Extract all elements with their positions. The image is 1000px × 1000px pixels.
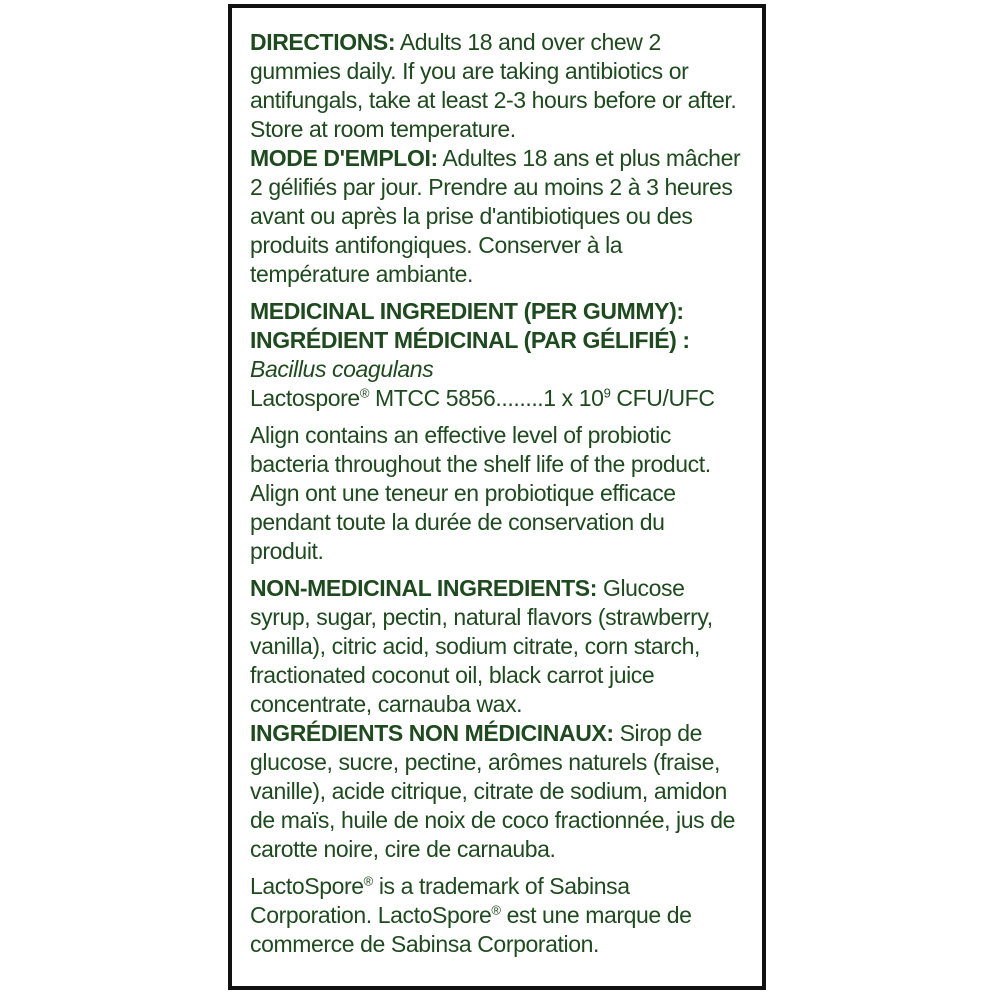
directions-block <box>250 28 744 289</box>
trademark-brand-fr: LactoSpore <box>377 902 492 928</box>
directions-text: Adults 18 and over chew 2 gummies daily. If you are taking antibiotics or antifungals, take at least 2-3 hours before or after. Store at room temperature. <box>250 29 737 142</box>
amount-unit: CFU/UFC <box>610 385 715 411</box>
non-medicinal-block <box>250 574 744 864</box>
trademark-registered-fr: ® <box>491 902 501 918</box>
trademark-text-en: is a trademark of Sabinsa Corporation. <box>250 873 630 928</box>
trademark-brand-en: LactoSpore <box>250 873 364 899</box>
non-medicinal-heading-fr: INGRÉDIENTS NON MÉDICINAUX: <box>250 720 614 746</box>
registered-mark: ® <box>359 385 369 401</box>
non-medicinal-text-fr: Sirop de glucose, sucre, pectine, arômes naturels (fraise, vanille), acide citrique, citrate de sodium, amidon de maïs, huile de noix de coco fractionnée, jus de carotte noire, cire de carnauba. <box>250 720 736 862</box>
leader-dots: ........ <box>495 385 544 411</box>
trademark-text-fr: est une marque de commerce de Sabinsa Corporation. <box>250 902 692 957</box>
efficacy-block: Align contains an effective level of probiotic bacteria throughout the shelf life of the product. Align ont une teneur en probiotique efficace pendant toute la durée de conservation du produit. <box>250 422 711 564</box>
medicinal-heading-en: MEDICINAL INGREDIENT (PER GUMMY): <box>250 298 684 324</box>
label-panel <box>228 4 766 990</box>
medicinal-heading-fr: INGRÉDIENT MÉDICINAL (PAR GÉLIFIÉ) : <box>250 327 690 353</box>
amount-exponent: 9 <box>603 385 611 401</box>
medicinal-ingredient-block <box>250 297 744 413</box>
species-name: Bacillus coagulans <box>250 356 434 382</box>
mode-emploi-heading: MODE D'EMPLOI: <box>250 145 438 171</box>
amount-base: 1 x 10 <box>543 385 604 411</box>
strain-line <box>250 385 715 411</box>
strain-name: Lactospore <box>250 385 360 411</box>
directions-heading: DIRECTIONS: <box>250 29 396 55</box>
trademark-registered-en: ® <box>363 873 373 889</box>
mode-emploi-text: Adultes 18 ans et plus mâcher 2 gélifiés par jour. Prendre au moins 2 à 3 heures avant ou après la prise d'antibiotiques ou des produits antifongiques. Conserver à la température ambiante. <box>250 145 741 287</box>
non-medicinal-heading-en: NON-MEDICINAL INGREDIENTS: <box>250 575 597 601</box>
trademark-block <box>250 872 744 959</box>
strain-id: MTCC 5856 <box>369 385 496 411</box>
non-medicinal-text-en: Glucose syrup, sugar, pectin, natural flavors (strawberry, vanilla), citric acid, sodium citrate, corn starch, fractionated coconut oil, black carrot juice concentrate, carnauba wax. <box>250 575 713 717</box>
